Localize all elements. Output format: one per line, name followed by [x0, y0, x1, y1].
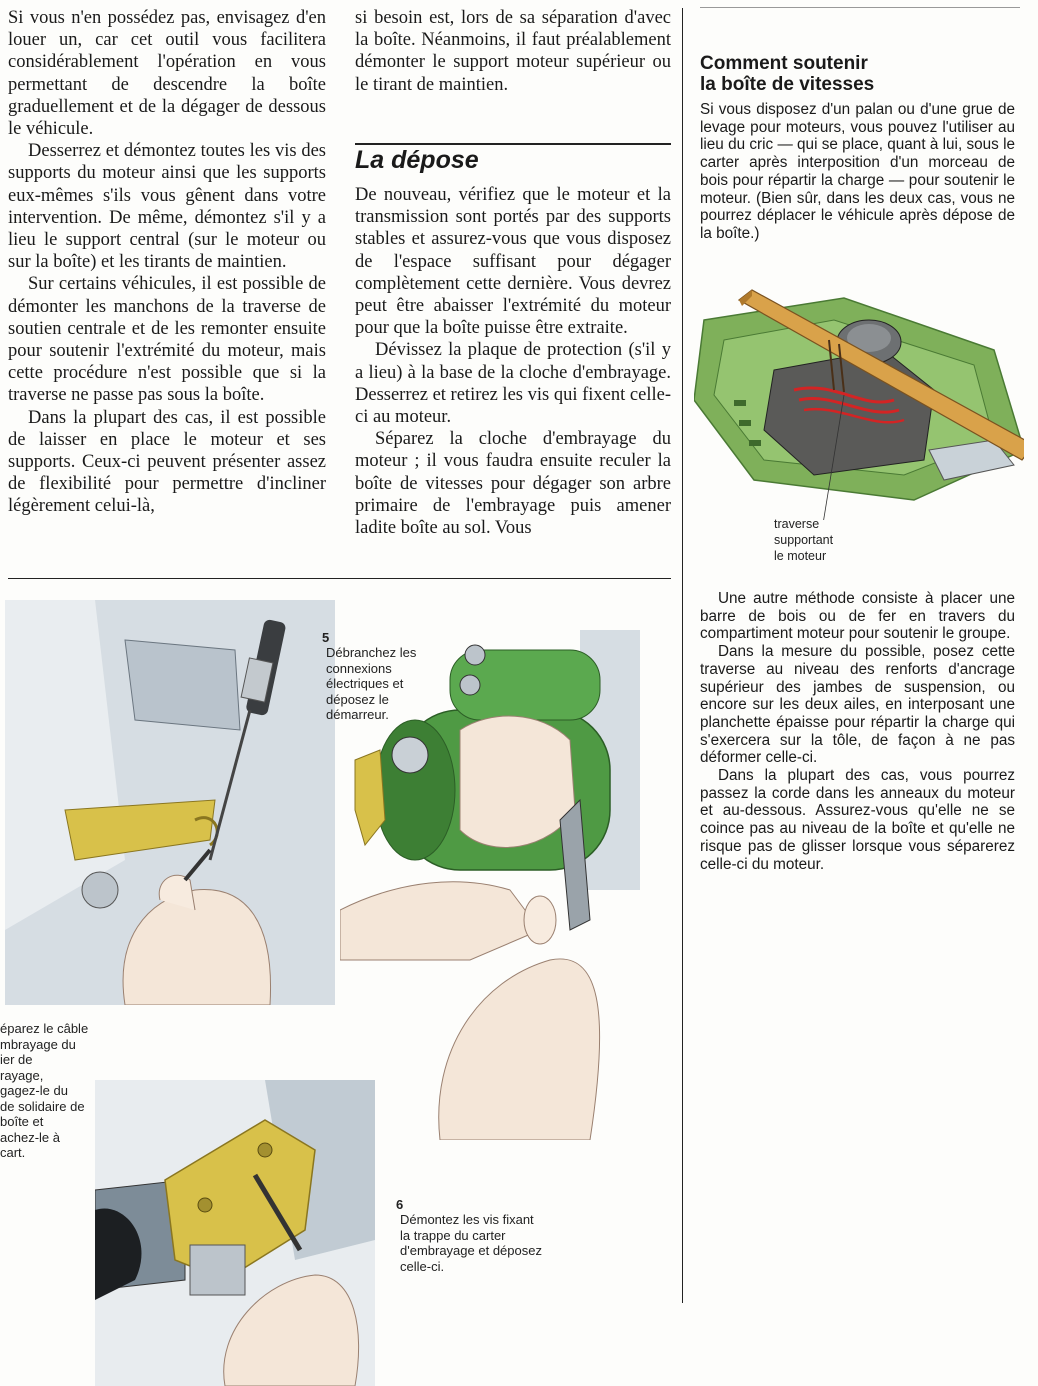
clutch-cable-illustration [5, 600, 335, 1005]
sidebar-paragraph-2: Dans la mesure du possible, posez cette traverse au niveau des renforts d'ancrage supérieur des jambes de suspension, ou encore sur les deux ailes, en interposant une planchette épaisse pour répartir la charge qui s'exercera sur la tôle, de façon à ne pas déformer celle-ci. [700, 643, 1015, 767]
step-6-caption [396, 1181, 542, 1274]
middle-paragraph-2: Dévissez la plaque de protection (s'il y a lieu) à la base de la cloche d'embrayage. Desserrez et retirez les vis qui fixent celle-ci au moteur. [355, 340, 671, 428]
engine-support-illustration [694, 280, 1024, 520]
middle-paragraph-1: De nouveau, vérifiez que le moteur et la transmission sont portés par des supports stables et assurez-vous que vous disposez de l'espace suffisant pour dégager complètement cette dernière. Vous devrez peut être abaisser l'extrémité du moteur pour que la boîte puisse être extraite. [355, 185, 671, 339]
step-4-caption: éparez le câble mbrayage du ier de rayage, gagez-le du de solidaire de boîte et achez-le à cart. [0, 1021, 89, 1160]
sidebar-body [700, 590, 1015, 873]
sidebar-top-rule [700, 7, 1020, 8]
sidebar-paragraph-1: Une autre méthode consiste à placer une barre de bois ou de fer en travers du compartiment moteur pour soutenir le groupe. [700, 590, 1015, 643]
step-6-text: Démontez les vis fixant la trappe du carter d'embrayage et déposez celle-ci. [400, 1212, 542, 1274]
left-text-column [8, 7, 326, 518]
step-6-number: 6 [396, 1196, 404, 1212]
left-paragraph-4: Dans la plupart des cas, il est possible de laisser en place le moteur et ses supports. Ceux-ci peuvent présenter assez de flexibilité pour permettre d'incliner légèrement celui-là, [8, 407, 326, 517]
step-5-text: Débranchez les connexions électriques et déposez le démarreur. [326, 645, 417, 722]
clutch-cover-illustration [95, 1080, 375, 1386]
middle-text-column [355, 7, 671, 96]
left-paragraph-1: Si vous n'en possédez pas, envisagez d'en louer un, car cet outil vous facilitera considérablement l'opération en vous permettant de descendre la boîte graduellement et de la dégager de dessous le véhicule. [8, 8, 326, 140]
sidebar-title [700, 53, 874, 95]
sidebar-title-line-2: la boîte de vitesses [700, 74, 875, 95]
left-paragraph-2: Desserrez et démontez toutes les vis des supports du moteur ainsi que les supports eux-mêmes s'ils vous gênent dans votre intervention. De même, démontez s'il y a lieu le support central (sur le moteur ou sur la boîte) et les tirants de maintien. [8, 141, 326, 273]
sidebar-intro-text: Si vous disposez d'un palan ou d'une grue de levage pour moteurs, vous pouvez l'utiliser au lieu du cric — qui se place, quant à lui, sous le carter après interposition d'un morceau de bois pour répartir la charge — pour soutenir le moteur. (Bien sûr, dans les deux cas, vous ne pourrez déplacer le véhicule après dépose de la boîte.) [700, 101, 1015, 242]
sidebar-paragraph-3: Dans la plupart des cas, vous pourrez passez la corde dans les anneaux du moteur et au-dessous. Assurez-vous qu'elle ne se coince pas au niveau de la boîte et qu'elle ne risque pas de glisser lorsque vous séparerez celle-ci du moteur. [700, 767, 1015, 873]
step-5-caption [322, 614, 417, 723]
step-5-number: 5 [322, 629, 330, 645]
section-heading: La dépose [355, 146, 479, 174]
sidebar-figure-label: traverse supportant le moteur [774, 517, 834, 563]
sidebar-divider [682, 8, 683, 1303]
sidebar-intro [700, 101, 1015, 243]
sidebar-title-line-1: Comment soutenir [700, 53, 868, 74]
middle-intro: si besoin est, lors de sa séparation d'avec la boîte. Néanmoins, il faut préalablement démonter le support moteur supérieur ou le tirant de maintien. [355, 8, 671, 95]
left-paragraph-3: Sur certains véhicules, il est possible de démonter les manchons de la traverse de soutien centrale et de les remonter ensuite pour soutenir l'extrémité du moteur, mais cette procédure n'est possible que si la traverse ne passe pas sous la boîte. [8, 274, 326, 406]
middle-paragraph-3: Séparez la cloche d'embrayage du moteur ; il vous faudra ensuite reculer la boîte de vitesses pour dégager son arbre primaire de l'embrayage puis amener ladite boîte au sol. Vous [355, 429, 671, 539]
section-divider [355, 143, 671, 145]
middle-body [355, 184, 671, 539]
illustration-divider [8, 578, 671, 579]
